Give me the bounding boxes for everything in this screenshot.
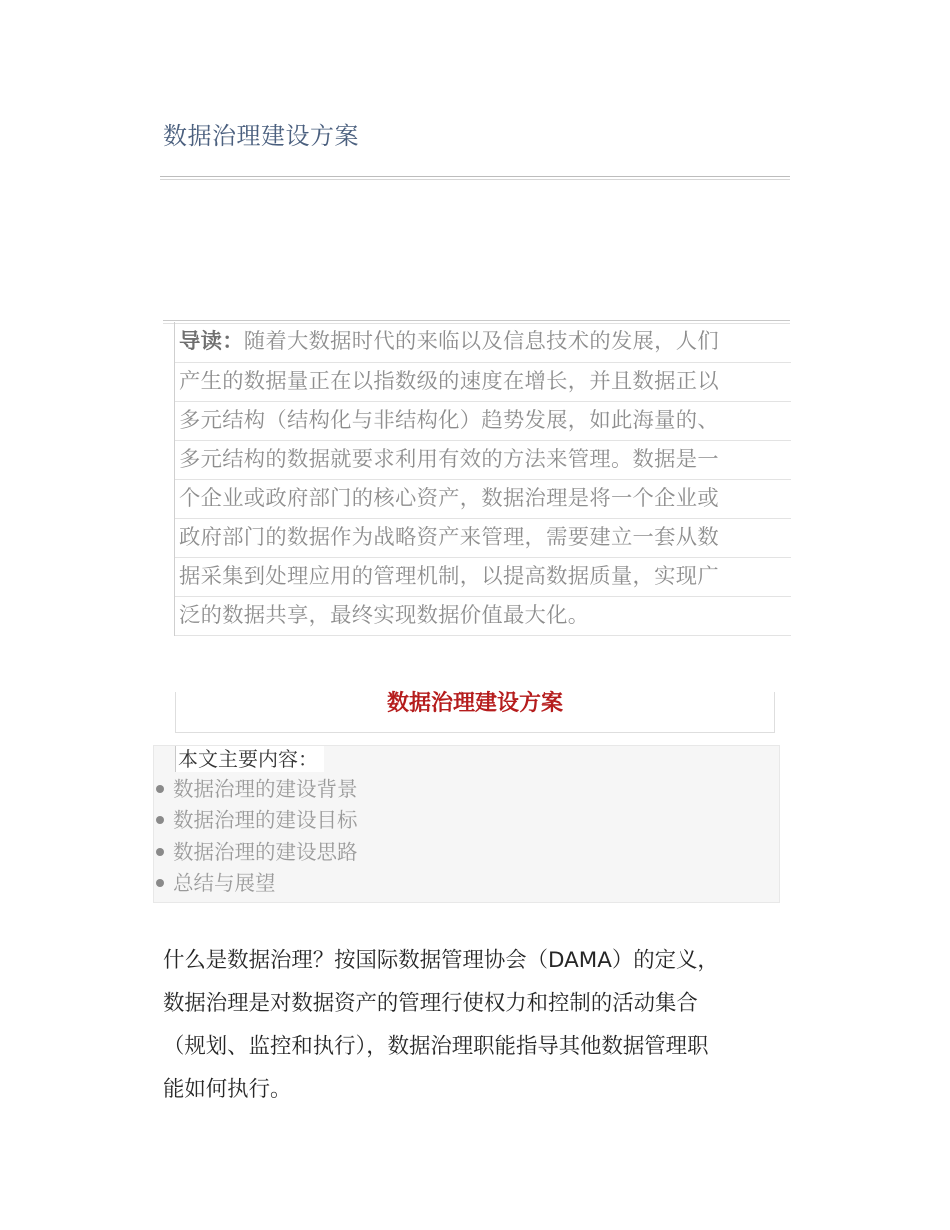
toc-item[interactable] <box>156 868 276 898</box>
title-divider <box>160 176 790 177</box>
body-line: 数据治理是对数据资产的管理行使权力和控制的活动集合 <box>163 991 698 1016</box>
body-line: 什么是数据治理？按国际数据管理协会（DAMA）的定义， <box>163 948 719 973</box>
body-line: （规划、监控和执行），数据治理职能指导其他数据管理职 <box>163 1034 709 1059</box>
guide-line: 据采集到处理应用的管理机制，以提高数据质量，实现广 <box>175 558 791 597</box>
toc-item[interactable] <box>156 837 358 867</box>
toc-item[interactable] <box>156 805 358 835</box>
guide-line: 政府部门的数据作为战略资产来管理，需要建立一套从数 <box>175 519 791 558</box>
bullet-icon <box>156 816 164 824</box>
section-heading-box <box>175 692 775 733</box>
bullet-icon <box>156 848 164 856</box>
document-title: 数据治理建设方案 <box>163 122 359 150</box>
guide-line: 多元结构的数据就要求利用有效的方法来管理。数据是一 <box>175 441 791 480</box>
toc-item-label: 数据治理的建设目标 <box>173 808 358 832</box>
guide-line: 产生的数据量正在以指数级的速度在增长，并且数据正以 <box>175 363 791 402</box>
guide-line: 多元结构（结构化与非结构化）趋势发展，如此海量的、 <box>175 402 791 441</box>
bullet-icon <box>156 785 164 793</box>
table-of-contents <box>153 745 780 903</box>
body-paragraph <box>163 939 793 1111</box>
toc-item-label: 数据治理的建设背景 <box>173 777 358 801</box>
bullet-icon <box>156 879 164 887</box>
toc-item-label: 数据治理的建设思路 <box>173 840 358 864</box>
toc-intro: 本文主要内容： <box>175 746 324 772</box>
body-line: 能如何执行。 <box>163 1077 292 1102</box>
section-heading: 数据治理建设方案 <box>386 691 563 716</box>
guide-line <box>175 322 791 363</box>
guide-section <box>174 322 791 636</box>
title-divider-secondary <box>160 179 790 180</box>
guide-top-divider <box>163 320 790 321</box>
guide-line: 泛的数据共享，最终实现数据价值最大化。 <box>175 597 791 636</box>
toc-item[interactable] <box>156 774 358 804</box>
guide-text: 随着大数据时代的来临以及信息技术的发展，人们 <box>243 329 719 354</box>
guide-label: 导读： <box>179 329 244 354</box>
toc-item-label: 总结与展望 <box>173 871 276 895</box>
guide-line: 个企业或政府部门的核心资产，数据治理是将一个企业或 <box>175 480 791 519</box>
